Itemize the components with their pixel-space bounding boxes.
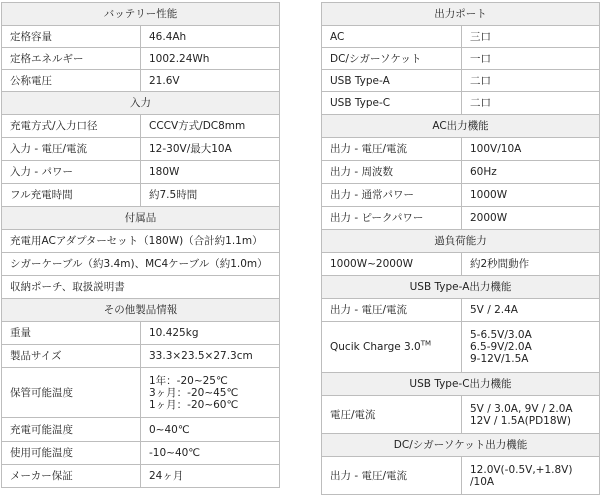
ac-section-header: AC出力機能	[322, 115, 600, 138]
spec-label: 入力 - 電圧/電流	[2, 138, 141, 161]
spec-label: 出力 - 周波数	[322, 161, 462, 184]
spec-label: 保管可能温度	[2, 368, 141, 418]
table-row	[2, 161, 280, 184]
accessory-item: シガーケーブル（約3.4m)、MC4ケーブル（約1.0m）	[2, 253, 280, 276]
spec-value	[462, 396, 600, 434]
spec-value: 10.425kg	[141, 322, 280, 345]
table-row	[322, 138, 600, 161]
right-spec-table	[321, 2, 600, 495]
dc-line: /10A	[470, 475, 495, 488]
spec-label: 定格容量	[2, 26, 141, 48]
table-row	[2, 345, 280, 368]
spec-label: メーカー保証	[2, 465, 141, 488]
table-row	[322, 253, 600, 276]
spec-label: USB Type-C	[322, 92, 462, 115]
spec-label: フル充電時間	[2, 184, 141, 207]
accessories-section-header: 付属品	[2, 207, 280, 230]
spec-value: 180W	[141, 161, 280, 184]
table-row	[322, 48, 600, 70]
qc-line: 6.5-9V/2.0A	[470, 341, 532, 353]
accessory-item: 収納ポーチ、取扱説明書	[2, 276, 280, 299]
spec-value: 2000W	[462, 207, 600, 230]
spec-label: 入力 - パワー	[2, 161, 141, 184]
accessory-item: 充電用ACアダプターセット（180W)（合計約1.1m）	[2, 230, 280, 253]
spec-label: USB Type-A	[322, 70, 462, 92]
spec-value: 二口	[462, 70, 600, 92]
spec-value: 0~40℃	[141, 418, 280, 442]
spec-value	[141, 368, 280, 418]
dc-section-header: DC/シガーソケット出力機能	[322, 434, 600, 457]
spec-value: 100V/10A	[462, 138, 600, 161]
left-spec-table	[1, 2, 280, 488]
qc-line: 9-12V/1.5A	[470, 353, 529, 365]
usbc-line: 5V / 3.0A, 9V / 2.0A	[470, 402, 573, 415]
table-row	[2, 138, 280, 161]
spec-value: 60Hz	[462, 161, 600, 184]
spec-value	[462, 457, 600, 495]
usbc-line: 12V / 1.5A(PD18W)	[470, 414, 571, 427]
spec-label: 製品サイズ	[2, 345, 141, 368]
spec-value: 約7.5時間	[141, 184, 280, 207]
table-row	[2, 322, 280, 345]
spec-value: 33.3×23.5×27.3cm	[141, 345, 280, 368]
trademark-sup: TM	[420, 339, 432, 348]
table-row	[322, 26, 600, 48]
spec-label: 公称電圧	[2, 70, 141, 92]
spec-label: 定格エネルギー	[2, 48, 141, 70]
spec-label: DC/シガーソケット	[322, 48, 462, 70]
spec-value: 一口	[462, 48, 600, 70]
spec-label: 1000W~2000W	[322, 253, 462, 276]
spec-value: -10~40℃	[141, 442, 280, 465]
battery-section-header: バッテリー性能	[2, 3, 280, 26]
spec-value: 46.4Ah	[141, 26, 280, 48]
input-section-header: 入力	[2, 92, 280, 115]
storage-line: 3ヶ月：-20~45℃	[149, 386, 239, 399]
spec-label: 使用可能温度	[2, 442, 141, 465]
spec-value: 12-30V/最大10A	[141, 138, 280, 161]
table-row	[322, 457, 600, 495]
table-row	[322, 184, 600, 207]
spec-label: 電圧/電流	[322, 396, 462, 434]
spec-label: 出力 - ピークパワー	[322, 207, 462, 230]
storage-line: 1年：-20~25℃	[149, 374, 228, 387]
other-section-header: その他製品情報	[2, 299, 280, 322]
usba-section-header: USB Type-A出力機能	[322, 276, 600, 299]
spec-value: CCCV方式/DC8mm	[141, 115, 280, 138]
table-row	[2, 442, 280, 465]
usbc-section-header: USB Type-C出力機能	[322, 373, 600, 396]
spec-value: 5V / 2.4A	[462, 299, 600, 322]
spec-value: 1002.24Wh	[141, 48, 280, 70]
spec-label: 充電方式/入力口径	[2, 115, 141, 138]
table-row	[322, 161, 600, 184]
table-row	[2, 26, 280, 48]
spec-value: 二口	[462, 92, 600, 115]
qc-label: Qucik Charge 3.0	[330, 341, 421, 353]
spec-label: 出力 - 電圧/電流	[322, 138, 462, 161]
spec-value: 1000W	[462, 184, 600, 207]
spec-value: 24ヶ月	[141, 465, 280, 488]
table-row	[2, 368, 280, 418]
spec-label: 充電可能温度	[2, 418, 141, 442]
ports-section-header: 出力ポート	[322, 3, 600, 26]
table-row	[2, 48, 280, 70]
dc-line: 12.0V(-0.5V,+1.8V)	[470, 463, 573, 476]
spec-label: 出力 - 電圧/電流	[322, 299, 462, 322]
spec-label: 重量	[2, 322, 141, 345]
table-row	[2, 418, 280, 442]
table-row	[2, 115, 280, 138]
spec-label: 出力 - 通常パワー	[322, 184, 462, 207]
spec-value: 三口	[462, 26, 600, 48]
table-row	[2, 465, 280, 488]
table-row	[322, 207, 600, 230]
qc-line: 5-6.5V/3.0A	[470, 329, 532, 341]
overload-section-header: 過負荷能力	[322, 230, 600, 253]
table-row	[322, 322, 600, 373]
spec-value	[462, 322, 600, 373]
storage-line: 1ヶ月：-20~60℃	[149, 398, 239, 411]
spec-label: AC	[322, 26, 462, 48]
table-row	[322, 92, 600, 115]
table-row	[2, 70, 280, 92]
table-row	[2, 184, 280, 207]
table-row	[322, 299, 600, 322]
table-row	[322, 70, 600, 92]
table-row	[322, 396, 600, 434]
spec-label: 出力 - 電圧/電流	[322, 457, 462, 495]
spec-value: 約2秒間動作	[462, 253, 600, 276]
spec-value: 21.6V	[141, 70, 280, 92]
spec-label	[322, 322, 462, 373]
